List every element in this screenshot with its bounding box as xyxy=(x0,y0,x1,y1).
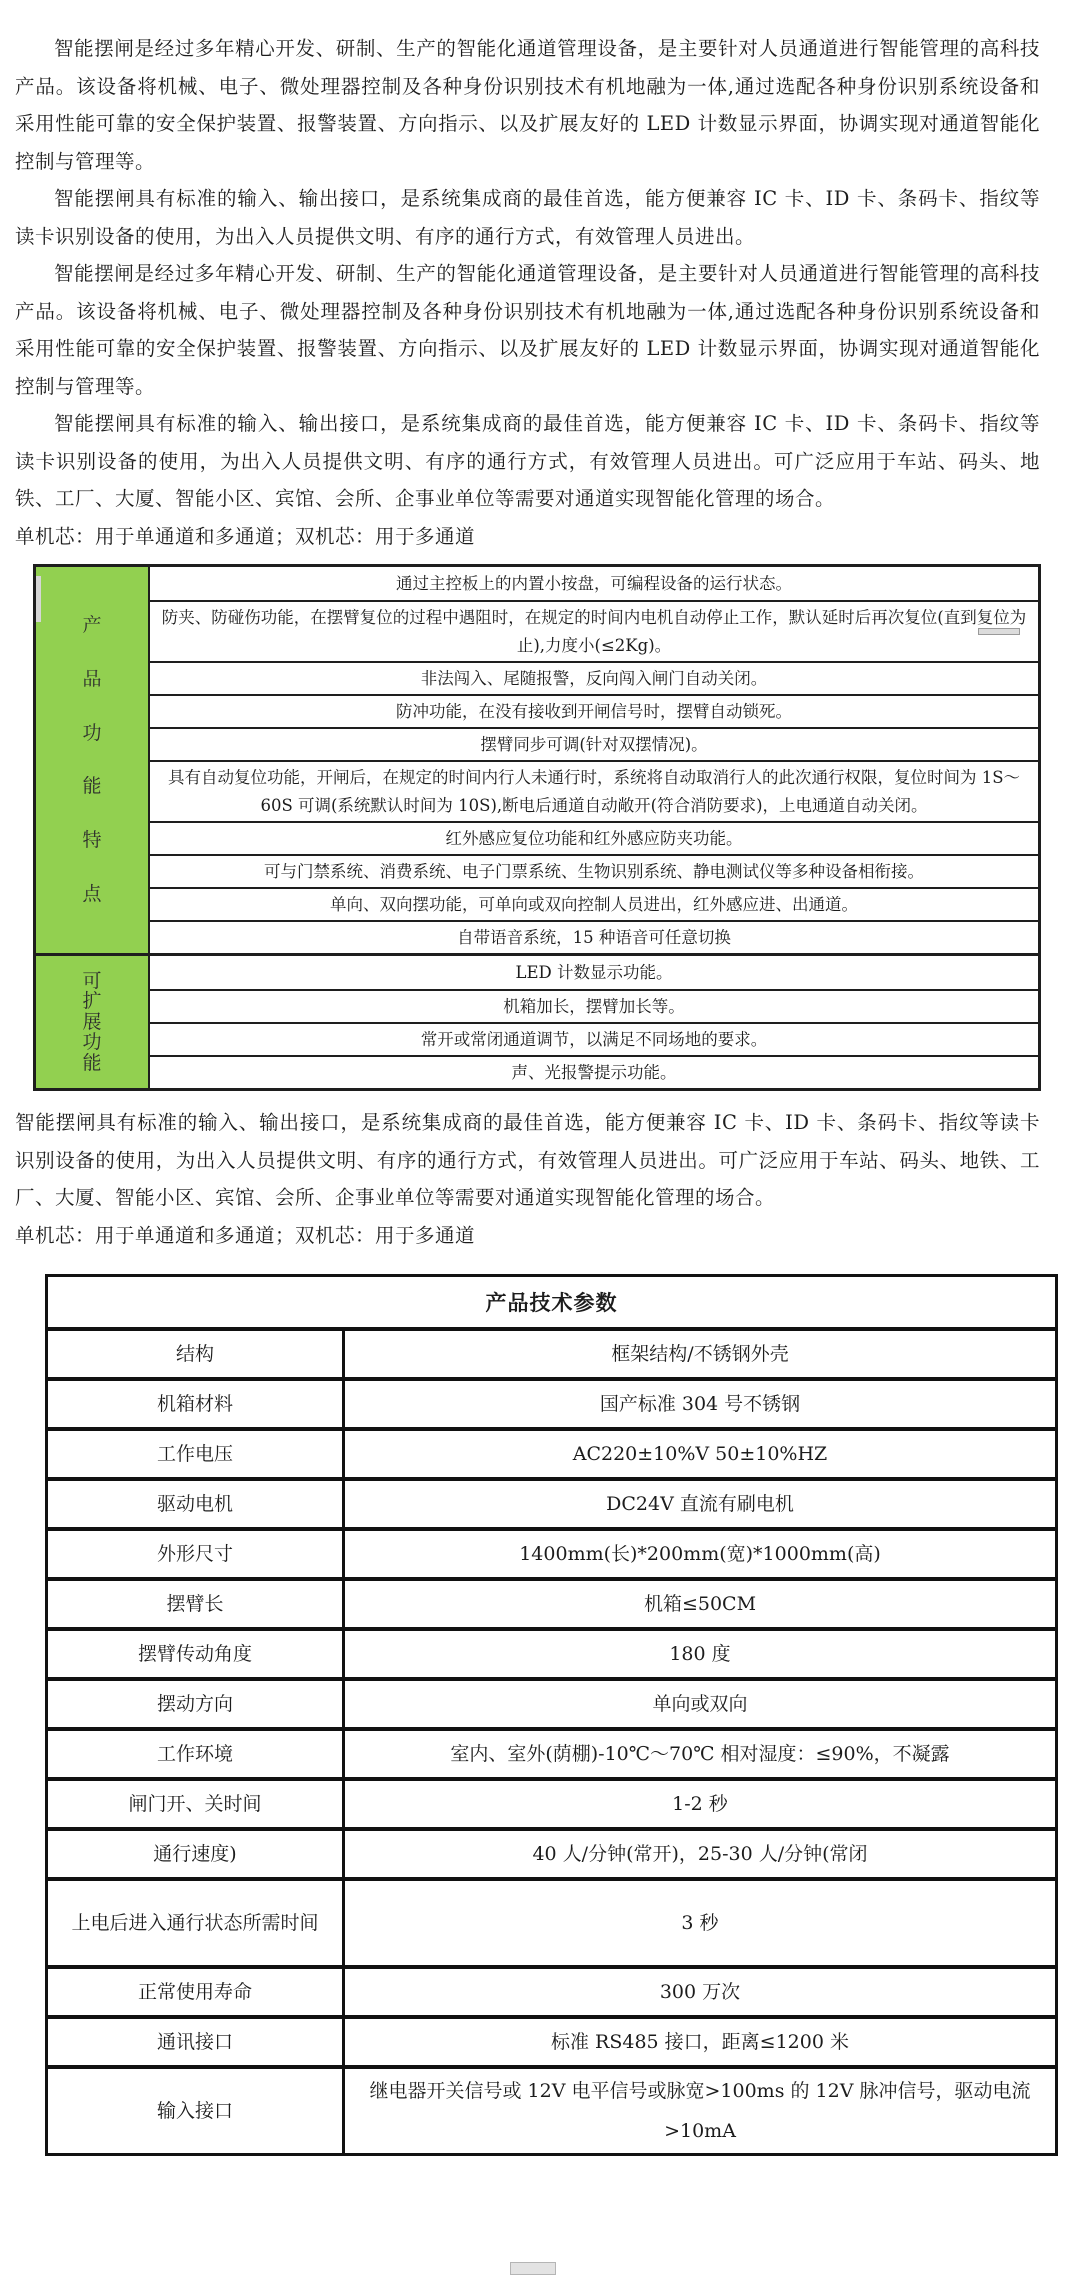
tech-row-value: 180 度 xyxy=(669,1643,731,1665)
feature-section-title-char: 展 xyxy=(82,1010,102,1033)
feature-section xyxy=(36,953,1038,1088)
intro-paragraph-4: 智能摆闸具有标准的输入、输出接口，是系统集成商的最佳首选，能方便兼容 IC 卡、ID 卡、条码卡、指纹等读卡识别设备的使用，为出入人员提供文明、有序的通行方式，有效管理人员进出。可广泛应用于车站、码头、地铁、工厂、大厦、智能小区、宾馆、会所、企事业单位等需要对通道实现智能化管理的场合。 xyxy=(15,412,1040,510)
feature-row: 单向、双向摆功能，可单向或双向控制人员进出，红外感应进、出通道。 xyxy=(150,887,1038,920)
tech-row-label: 工作环境 xyxy=(48,1731,345,1777)
tech-row-value: 框架结构/不锈钢外壳 xyxy=(611,1343,789,1365)
feature-row: 常开或常闭通道调节，以满足不同场地的要求。 xyxy=(150,1022,1038,1055)
feature-row: 具有自动复位功能，开闸后，在规定的时间内行人未通行时，系统将自动取消行人的此次通行权限，复位时间为 1S～60S 可调(系统默认时间为 10S),断电后通道自动敞开(符合消防要求)，上电通道自动关闭。 xyxy=(150,760,1038,821)
feature-section-title xyxy=(36,956,150,1088)
feature-row: 声、光报警提示功能。 xyxy=(150,1055,1038,1088)
intro-paragraph-3: 智能摆闸是经过多年精心开发、研制、生产的智能化通道管理设备，是主要针对人员通道进行智能管理的高科技产品。该设备将机械、电子、微处理器控制及各种身份识别技术有机地融为一体,通过选配各种身份识别系统设备和采用性能可靠的安全保护装置、报警装置、方向指示、以及扩展友好的 LED 计数显示界面，协调实现对通道智能化控制与管理等。 xyxy=(15,262,1040,398)
feature-rows xyxy=(150,567,1038,953)
tech-row-value: 1400mm(长)*200mm(宽)*1000mm(高) xyxy=(519,1543,881,1565)
tech-row-label: 结构 xyxy=(48,1331,345,1377)
feature-row: 非法闯入、尾随报警，反向闯入闸门自动关闭。 xyxy=(150,661,1038,694)
tech-row xyxy=(48,1427,1055,1477)
tech-row xyxy=(48,1677,1055,1727)
tech-row xyxy=(48,1727,1055,1777)
tech-row-value: 1-2 秒 xyxy=(672,1793,728,1815)
tech-table-title: 产品技术参数 xyxy=(485,1290,618,1315)
feature-row: 防夹、防碰伤功能，在摆臂复位的过程中遇阻时，在规定的时间内电机自动停止工作，默认延时后再次复位(直到复位为止),力度小(≤2Kg)。 xyxy=(150,600,1038,661)
tech-row xyxy=(48,1877,1055,1965)
tech-row-label: 工作电压 xyxy=(48,1431,345,1477)
tech-row-value: 标准 RS485 接口，距离≤1200 米 xyxy=(551,2031,849,2053)
tech-row-label: 驱动电机 xyxy=(48,1481,345,1527)
feature-section-title-char: 能 xyxy=(82,1051,102,1074)
machine-core-note: 单机芯：用于单通道和多通道；双机芯：用于多通道 xyxy=(15,524,476,548)
tech-row-value: AC220±10%V 50±10%HZ xyxy=(572,1443,828,1465)
tech-row-label: 摆臂长 xyxy=(48,1581,345,1627)
paragraph-after-features: 智能摆闸具有标准的输入、输出接口，是系统集成商的最佳首选，能方便兼容 IC 卡、ID 卡、条码卡、指纹等读卡识别设备的使用，为出入人员提供文明、有序的通行方式，有效管理人员进出。可广泛应用于车站、码头、地铁、工厂、大厦、智能小区、宾馆、会所、企事业单位等需要对通道实现智能化管理的场合。 xyxy=(15,1111,1040,1209)
feature-section-title-char: 扩 xyxy=(82,990,102,1012)
tech-row-value: 40 人/分钟(常开)，25-30 人/分钟(常闭 xyxy=(532,1843,868,1865)
tech-row xyxy=(48,1527,1055,1577)
intro-paragraph-1: 智能摆闸是经过多年精心开发、研制、生产的智能化通道管理设备，是主要针对人员通道进行智能管理的高科技产品。该设备将机械、电子、微处理器控制及各种身份识别技术有机地融为一体,通过选配各种身份识别系统设备和采用性能可靠的安全保护装置、报警装置、方向指示、以及扩展友好的 LED 计数显示界面，协调实现对通道智能化控制与管理等。 xyxy=(15,37,1040,173)
tech-row-label: 通行速度) xyxy=(48,1831,345,1877)
tech-row-value: 单向或双向 xyxy=(652,1693,748,1715)
feature-section-title-char: 点 xyxy=(82,883,102,906)
tech-row-label: 机箱材料 xyxy=(48,1381,345,1427)
feature-section-title-char: 可 xyxy=(82,969,102,992)
feature-row: 可与门禁系统、消费系统、电子门票系统、生物识别系统、静电测试仪等多种设备相衔接。 xyxy=(150,854,1038,887)
tech-row-label: 摆臂传动角度 xyxy=(48,1631,345,1677)
feature-section-title-char: 产 xyxy=(82,613,102,636)
tech-row xyxy=(48,1777,1055,1827)
feature-rows xyxy=(150,956,1038,1088)
tech-row xyxy=(48,1477,1055,1527)
tech-row xyxy=(48,1327,1055,1377)
tech-row xyxy=(48,1577,1055,1627)
feature-row: 防冲功能，在没有接收到开闸信号时，摆臂自动锁死。 xyxy=(150,694,1038,727)
tech-row xyxy=(48,1965,1055,2015)
feature-row: 通过主控板上的内置小按盘，可编程设备的运行状态。 xyxy=(396,574,792,593)
tech-row-value: 机箱≤50CM xyxy=(643,1593,757,1615)
feature-table xyxy=(33,564,1041,1091)
tech-table-rows xyxy=(48,1327,1055,2153)
feature-section-title-char: 品 xyxy=(82,667,102,690)
tech-row-value: 国产标准 304 号不锈钢 xyxy=(599,1393,801,1415)
tech-row-label: 闸门开、关时间 xyxy=(48,1781,345,1827)
tech-row xyxy=(48,1627,1055,1677)
tech-row xyxy=(48,1377,1055,1427)
feature-section-title-char: 功 xyxy=(82,1031,102,1053)
feature-section-title-char: 功 xyxy=(82,721,102,744)
feature-section-title-char: 特 xyxy=(82,829,102,852)
tech-row-label: 外形尺寸 xyxy=(48,1531,345,1577)
feature-row: 红外感应复位功能和红外感应防夹功能。 xyxy=(150,821,1038,854)
feature-section-title-char: 能 xyxy=(82,775,102,798)
tech-row-value: 室内、室外(荫棚)-10℃～70℃ 相对湿度：≤90%，不凝露 xyxy=(450,1743,950,1765)
page-handle-artifact xyxy=(510,2262,556,2275)
feature-row: LED 计数显示功能。 xyxy=(515,963,673,982)
tech-row-value: 300 万次 xyxy=(659,1981,741,2003)
tech-row-label: 正常使用寿命 xyxy=(48,1969,345,2015)
feature-row: 摆臂同步可调(针对双摆情况)。 xyxy=(150,727,1038,760)
tech-row-label: 上电后进入通行状态所需时间 xyxy=(48,1881,345,1965)
tech-row-label: 摆动方向 xyxy=(48,1681,345,1727)
table-anchor-artifact xyxy=(36,576,41,622)
tech-row-label: 输入接口 xyxy=(48,2069,345,2153)
tech-row xyxy=(48,2065,1055,2153)
tech-row-value: 继电器开关信号或 12V 电平信号或脉宽>100ms 的 12V 脉冲信号，驱动电流>10mA xyxy=(369,2080,1031,2142)
feature-section-title xyxy=(36,567,150,953)
machine-core-note-2: 单机芯：用于单通道和多通道；双机芯：用于多通道 xyxy=(15,1223,476,1247)
intro-paragraph-2: 智能摆闸具有标准的输入、输出接口，是系统集成商的最佳首选，能方便兼容 IC 卡、ID 卡、条码卡、指纹等读卡识别设备的使用，为出入人员提供文明、有序的通行方式，有效管理人员进出。 xyxy=(15,187,1040,248)
feature-row: 机箱加长，摆臂加长等。 xyxy=(150,989,1038,1022)
tech-row xyxy=(48,2015,1055,2065)
tech-params-table xyxy=(45,1274,1058,2156)
tech-row xyxy=(48,1827,1055,1877)
tech-row-label: 通讯接口 xyxy=(48,2019,345,2065)
feature-section xyxy=(36,567,1038,953)
feature-row: 自带语音系统，15 种语音可任意切换 xyxy=(150,920,1038,953)
tech-row-value: DC24V 直流有刷电机 xyxy=(606,1493,794,1515)
tech-row-value: 3 秒 xyxy=(681,1912,719,1934)
table-resize-handle-artifact xyxy=(978,628,1020,635)
